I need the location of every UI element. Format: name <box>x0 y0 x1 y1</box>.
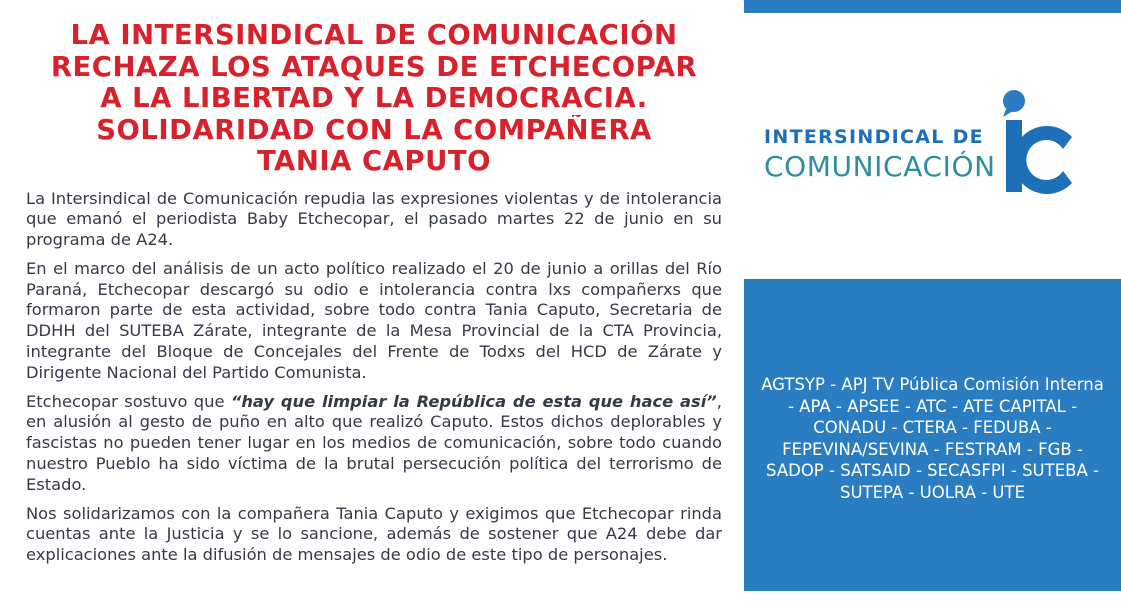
etchecopar-quote: “hay que limpiar la República de esta que hace así” <box>230 391 717 411</box>
logo-text-intersindical: INTERSINDICAL DE <box>764 126 984 148</box>
bottom-margin <box>744 591 1121 601</box>
logo-text-comunicacion: COMUNICACIÓN <box>764 150 996 183</box>
unions-list: AGTSYP - APJ TV Pública Comisión Interna - APA - APSEE - ATC - ATE CAPITAL - CONADU - CTERA - FEDUBA - FEPEVINA/SEVINA - FESTRAM - FGB - SADOP - SATSAID - SECASFPI - SUTEBA - SUTEPA - UOLRA - UTE <box>761 375 1104 502</box>
headline-line: LA INTERSINDICAL DE COMUNICACIÓN <box>70 20 678 51</box>
paragraph-1: La Intersindical de Comunicación repudia las expresiones violentas y de intolerancia que emanó el periodista Baby Etchecopar, el pasado martes 22 de junio en su programa de A24. <box>26 188 722 250</box>
paragraph-2: En el marco del análisis de un acto político realizado el 20 de junio a orillas del Río Paraná, Etchecopar descargó su odio e intolerancia contra lxs compañerxs que formaron parte de esta actividad, sobre todo contra Tania Caputo, Secretaria de DDHH del SUTEBA Zárate, integrante de la Mesa Provincial de la CTA Provincia, integrante del Bloque de Concejales del Frente de Todxs del HCD de Zárate y Dirigente Nacional del Partido Comunista. <box>26 258 722 382</box>
statement-body <box>18 189 722 567</box>
top-blue-strip <box>744 0 1121 13</box>
paragraph-4: Nos solidarizamos con la compañera Tania Caputo y exigimos que Etchecopar rinda cuentas ante la Justicia y se lo sancione, además de sostener que A24 debe dar explicaciones ante la difusión de mensajes de odio de este tipo de personajes. <box>26 503 722 565</box>
headline-line: SOLIDARIDAD CON LA COMPAÑERA <box>96 114 652 146</box>
paragraph-3 <box>26 392 722 496</box>
sidebar-panel <box>744 0 1121 601</box>
paragraph-3-intro: Etchecopar sostuvo que <box>26 391 231 411</box>
headline-line: A LA LIBERTAD Y LA DEMOCRACIA. <box>100 83 648 114</box>
paragraph-3-rest: , en alusión al gesto de puño en alto que realizó Caputo. Estos dichos deplorables y fascistas no pueden tener lugar en los medios de comunicación, sobre todo cuando nuestro Pueblo ha sido víctima de la brutal persecución política del terrorismo de Estado. <box>26 391 722 494</box>
unions-panel <box>744 279 1121 591</box>
headline-line: RECHAZA LOS ATAQUES DE ETCHECOPAR <box>50 51 698 83</box>
statement-column <box>18 20 730 601</box>
headline-line: TANIA CAPUTO <box>256 146 492 177</box>
headline <box>18 20 730 178</box>
logo <box>744 13 1121 279</box>
ic-logo-icon <box>1000 85 1090 195</box>
